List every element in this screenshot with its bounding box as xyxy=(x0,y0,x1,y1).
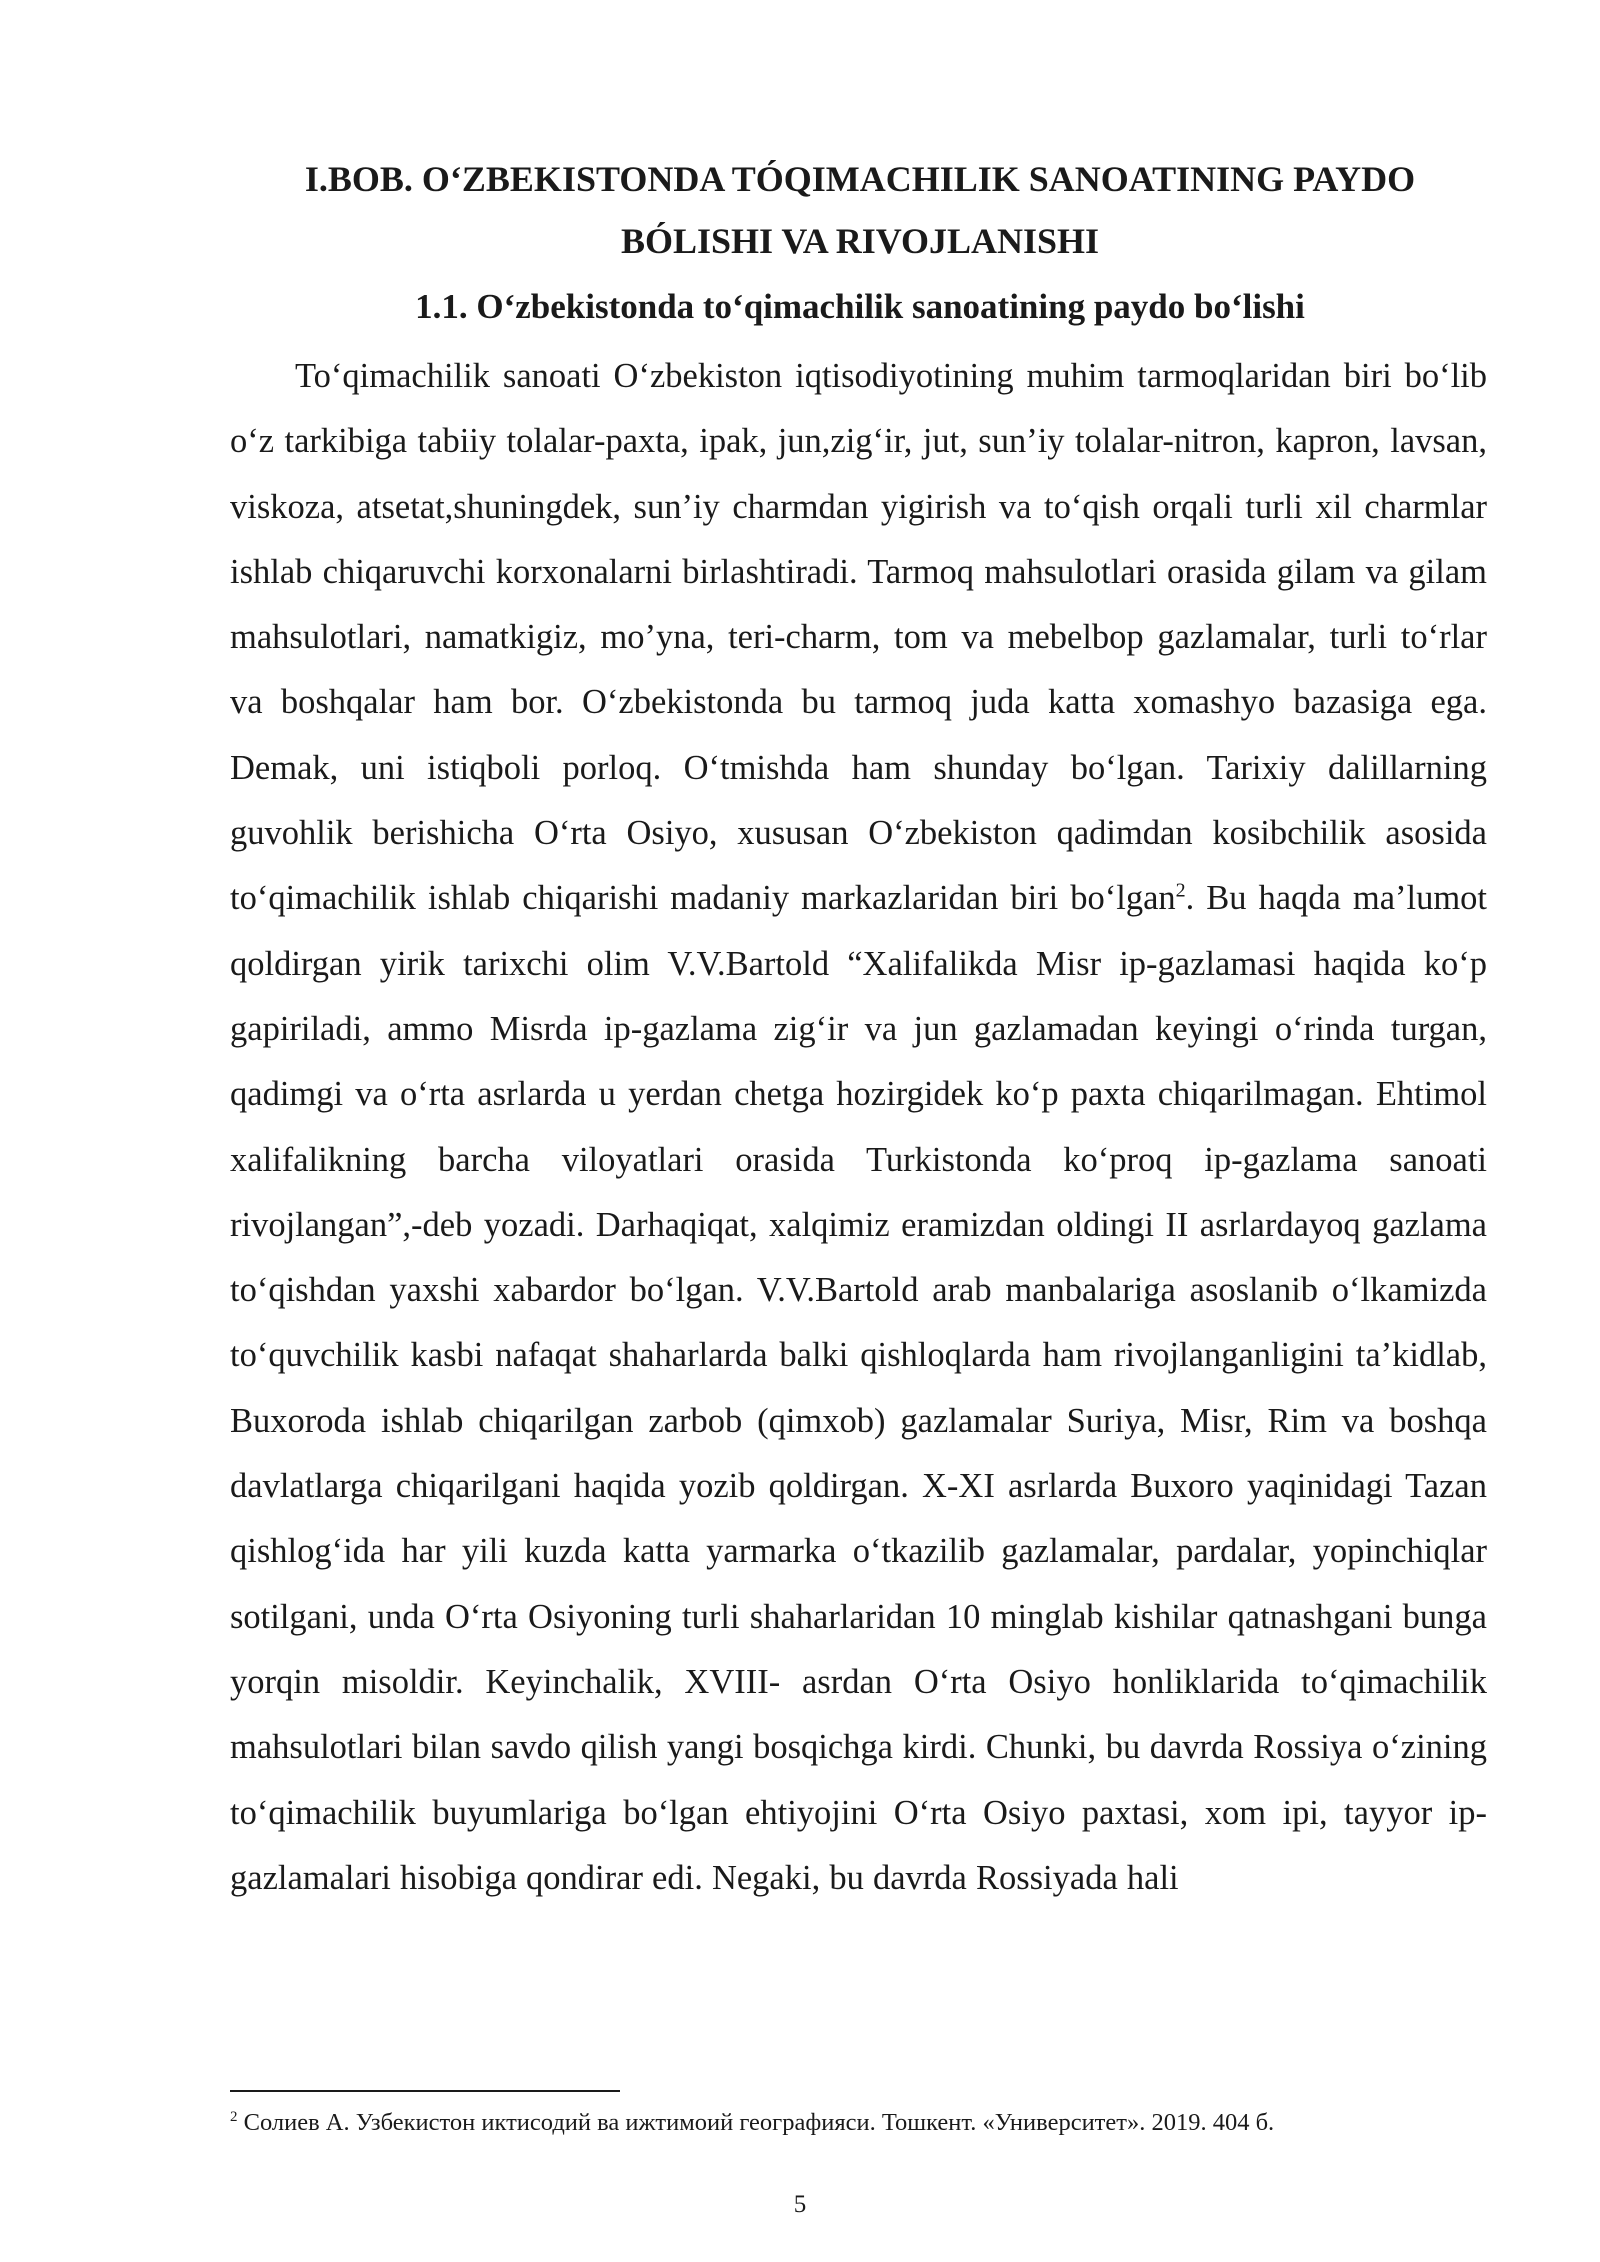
body-paragraph xyxy=(230,344,1487,1911)
footnote-separator xyxy=(230,2090,620,2092)
chapter-title xyxy=(230,148,1490,272)
footnote xyxy=(230,2106,1490,2140)
chapter-title-line-1: I.BOB. O‘ZBEKISTONDA TÓQIMACHILIK SANOATINING PAYDO xyxy=(304,159,1416,199)
footnote-text: Солиев А. Узбекистон иктисодий ва ижтимоий географияси. Тошкент. «Университет». 2019. 404 б. xyxy=(237,2109,1275,2136)
page-number: 5 xyxy=(793,2191,807,2218)
body-text-part-1: To‘qimachilik sanoati O‘zbekiston iqtisodiyotining muhim tarmoqlaridan biri bo‘lib o‘z tarkibiga tabiiy tolalar-paxta, ipak, jun,zig‘ir, jut, sun’iy tolalar-nitron, kapron, lavsan, viskoza, atsetat,shuningdek, sun’iy charmdan yigirish va to‘qish orqali turli xil charmlar ishlab chiqaruvchi korxonalarni birlashtiradi. Tarmoq mahsulotlari orasida gilam va gilam mahsulotlari, namatkigiz, mo’yna, teri-charm, tom va mebelbop gazlamalar, turli to‘rlar va boshqalar ham bor. O‘zbekistonda bu tarmoq juda katta xomashyo bazasiga ega. Demak, uni istiqboli porloq. O‘tmishda ham shunday bo‘lgan. Tarixiy dalillarning guvohlik berishicha O‘rta Osiyo, xususan O‘zbekiston qadimdan kosibchilik asosida to‘qimachilik ishlab chiqarishi madaniy markazlaridan biri bo‘lgan xyxy=(230,357,1487,918)
chapter-title-line-2: BÓLISHI VA RIVOJLANISHI xyxy=(620,221,1100,261)
footnote-reference[interactable]: 2 xyxy=(1175,879,1186,902)
footnote-marker: 2 xyxy=(230,2108,238,2125)
body-text-part-2: . Bu haqda ma’lumot qoldirgan yirik tarixchi olim V.V.Bartold “Xalifalikda Misr ip-gazlamasi haqida ko‘p gapiriladi, ammo Misrda ip-gazlama zig‘ir va jun gazlamadan keyingi o‘rinda turgan, qadimgi va o‘rta asrlarda u yerdan chetga hozirgidek ko‘p paxta chiqarilmagan. Ehtimol xalifalikning barcha viloyatlari orasida Turkistonda ko‘proq ip-gazlama sanoati rivojlangan”,-deb yozadi. Darhaqiqat, xalqimiz eramizdan oldingi II asrlardayoq gazlama to‘qishdan yaxshi xabardor bo‘lgan. V.V.Bartold arab manbalariga asoslanib o‘lkamizda to‘quvchilik kasbi nafaqat shaharlarda balki qishloqlarda ham rivojlanganligini ta’kidlab, Buxoroda ishlab chiqarilgan zarbob (qimxob) gazlamalar Suriya, Misr, Rim va boshqa davlatlarga chiqarilgani haqida yozib qoldirgan. X-XI asrlarda Buxoro yaqinidagi Tazan qishlog‘ida har yili kuzda katta yarmarka o‘tkazilib gazlamalar, pardalar, yopinchiqlar sotilgani, unda O‘rta Osiyoning turli shaharlaridan 10 minglab kishilar qatnashgani bunga yorqin misoldir. Keyinchalik, XVIII- asrdan O‘rta Osiyo honliklarida to‘qimachilik mahsulotlari bilan savdo qilish yangi bosqichga kirdi. Chunki, bu davrda Rossiya o‘zining to‘qimachilik buyumlariga bo‘lgan ehtiyojini O‘rta Osiyo paxtasi, xom ipi, tayyor ip-gazlamalari hisobiga qondirar edi. Negaki, bu davrda Rossiyada hali xyxy=(230,879,1487,1897)
section-title: 1.1. O‘zbekistonda to‘qimachilik sanoatining paydo bo‘lishi xyxy=(415,287,1305,326)
